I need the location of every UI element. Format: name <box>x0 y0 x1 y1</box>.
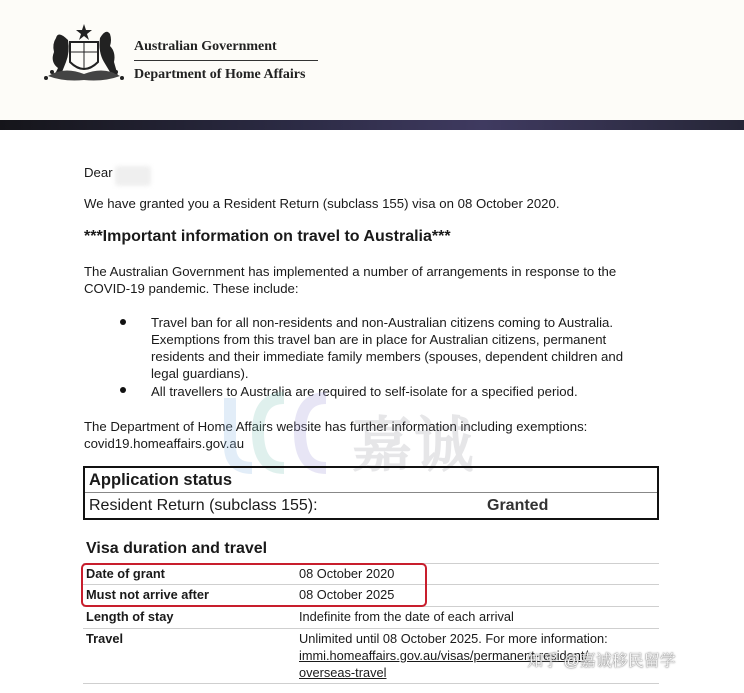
bullet-line: All travellers to Australia are required to self-isolate for a specified period. <box>151 384 578 399</box>
redacted-name <box>115 166 151 186</box>
travel-value-line: Unlimited until 08 October 2025. For more information: <box>299 631 608 646</box>
department-name: Department of Home Affairs <box>134 67 306 82</box>
travel-link[interactable]: overseas-travel <box>299 665 387 680</box>
government-name: Australian Government <box>134 39 277 54</box>
highlight-box <box>81 563 427 607</box>
grant-intro: We have granted you a Resident Return (subclass 155) visa on 08 October 2020. <box>84 196 560 211</box>
must-not-arrive-label: Must not arrive after <box>86 587 210 602</box>
length-of-stay-value: Indefinite from the date of each arrival <box>299 609 514 624</box>
travel-link[interactable]: immi.homeaffairs.gov.au/visas/permanent-resident/ <box>299 648 589 663</box>
table-divider <box>83 683 659 684</box>
status-badge: Granted <box>487 497 549 514</box>
must-not-arrive-value: 08 October 2025 <box>299 587 395 602</box>
date-of-grant-value: 08 October 2020 <box>299 566 395 581</box>
bullet-line: legal guardians). <box>151 366 249 381</box>
covid-link[interactable]: covid19.homeaffairs.gov.au <box>84 436 245 451</box>
application-status-box <box>83 466 659 520</box>
length-of-stay-label: Length of stay <box>86 609 174 624</box>
visa-type-label: Resident Return (subclass 155): <box>89 497 318 514</box>
salutation: Dear <box>84 165 113 180</box>
date-of-grant-label: Date of grant <box>86 566 165 581</box>
application-status-title: Application status <box>89 471 233 489</box>
header-band <box>0 120 744 130</box>
coat-of-arms-icon <box>40 22 128 84</box>
bullet-line: residents and their immediate family members (spouses, dependent children and <box>151 349 624 364</box>
zhihu-watermark: 知乎 @嘉诚移民留学 <box>527 653 676 670</box>
bullet-icon <box>120 319 126 325</box>
bullet-line: Exemptions from this travel ban are in place for Australian citizens, permanent <box>151 332 607 347</box>
header-divider <box>134 60 318 61</box>
visa-duration-title: Visa duration and travel <box>86 540 268 557</box>
paragraph-line: COVID-19 pandemic. These include: <box>84 281 299 296</box>
watermark-text: 嘉诚 <box>352 412 476 479</box>
travel-label: Travel <box>86 631 123 646</box>
paragraph-line: The Department of Home Affairs website has further information including exemptions: <box>84 419 588 434</box>
paragraph-line: The Australian Government has implemented a number of arrangements in response to the <box>84 264 617 279</box>
letterhead <box>0 0 744 120</box>
status-divider <box>85 492 657 493</box>
table-divider <box>83 628 659 629</box>
bullet-icon <box>120 387 126 393</box>
bullet-line: Travel ban for all non-residents and non-Australian citizens coming to Australia. <box>151 315 614 330</box>
important-heading: ***Important information on travel to Australia*** <box>84 228 451 245</box>
